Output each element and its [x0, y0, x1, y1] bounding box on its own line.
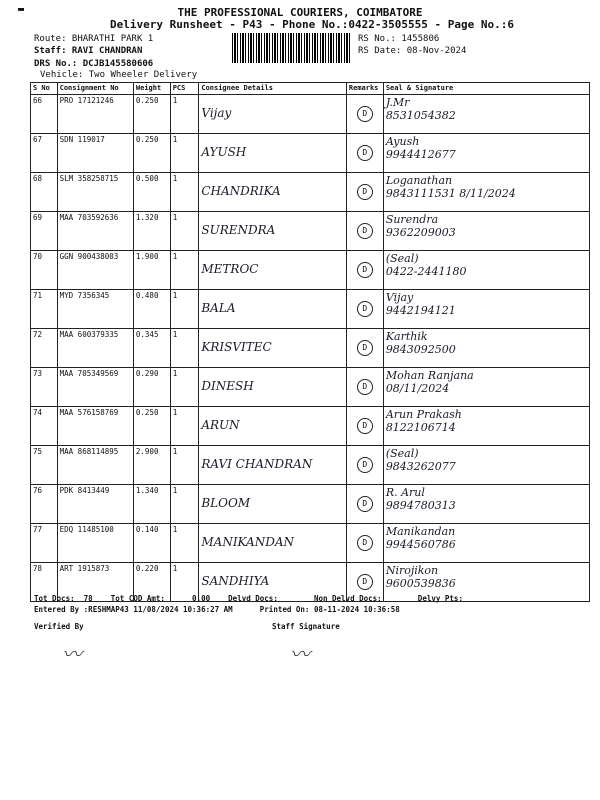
seal-phone: 9944560786 [385, 538, 456, 551]
seal-signature: J.Mr [385, 96, 410, 109]
totals-line: Tot Docs: 78 Tot COD Amt: 0.00 Delvd Docs: Non Delvd Docs: Delvy Pts: [34, 594, 463, 603]
col-weight: Weight [133, 83, 170, 95]
row-consignment: SLM 358258715 [57, 173, 133, 212]
row-pcs: 1 [170, 290, 199, 329]
row-remarks [346, 485, 383, 524]
row-seal [383, 446, 589, 485]
seal-phone: 9362209003 [385, 226, 456, 239]
row-pcs: 1 [170, 485, 199, 524]
row-pcs: 1 [170, 563, 199, 602]
delivered-circle-mark: D [357, 301, 373, 317]
barcode [232, 33, 352, 63]
row-seal [383, 173, 589, 212]
row-consignee [199, 173, 347, 212]
row-weight: 1.900 [133, 251, 170, 290]
row-consignee [199, 368, 347, 407]
drs-label: DRS No.: DCJB145580606 [34, 59, 154, 69]
row-consignment: MAA 868114895 [57, 446, 133, 485]
row-remarks [346, 290, 383, 329]
consignee-handwriting: MANIKANDAN [201, 535, 294, 549]
seal-phone: 9843262077 [385, 460, 456, 473]
row-seal [383, 212, 589, 251]
table-row [31, 290, 590, 329]
rs-date: RS Date: 08-Nov-2024 [358, 46, 467, 56]
col-sno: S No [31, 83, 58, 95]
row-weight: 0.345 [133, 329, 170, 368]
seal-signature: R. Arul [385, 486, 425, 499]
row-seal [383, 368, 589, 407]
table-row [31, 446, 590, 485]
row-seal [383, 329, 589, 368]
row-seal [383, 134, 589, 173]
row-consignment: MYD 7356345 [57, 290, 133, 329]
row-consignment: SDN 119017 [57, 134, 133, 173]
row-seal [383, 95, 589, 134]
delivered-circle-mark: D [357, 262, 373, 278]
verifier-signature-mark: 〰 [62, 642, 82, 666]
row-consignee [199, 134, 347, 173]
seal-phone: 08/11/2024 [385, 382, 450, 395]
row-sno: 67 [31, 134, 58, 173]
delivered-circle-mark: D [357, 106, 373, 122]
row-sno: 77 [31, 524, 58, 563]
seal-phone: 9894780313 [385, 499, 456, 512]
row-pcs: 1 [170, 368, 199, 407]
row-seal [383, 290, 589, 329]
consignee-handwriting: BLOOM [201, 496, 251, 510]
row-consignee [199, 290, 347, 329]
row-pcs: 1 [170, 407, 199, 446]
seal-phone: 8122106714 [385, 421, 456, 434]
table-row [31, 485, 590, 524]
consignee-handwriting: KRISVITEC [201, 340, 272, 354]
seal-phone: 9843092500 [385, 343, 456, 356]
row-pcs: 1 [170, 251, 199, 290]
row-consignee [199, 95, 347, 134]
seal-signature: Mohan Ranjana [385, 369, 474, 382]
table-row [31, 212, 590, 251]
col-consignee: Consignee Details [199, 83, 347, 95]
row-sno: 73 [31, 368, 58, 407]
row-remarks [346, 524, 383, 563]
consignee-handwriting: SURENDRA [201, 223, 276, 237]
seal-signature: Nirojikon [385, 564, 439, 577]
seal-phone: 9600539836 [385, 577, 456, 590]
table-row [31, 95, 590, 134]
row-sno: 72 [31, 329, 58, 368]
row-sno: 74 [31, 407, 58, 446]
row-sno: 70 [31, 251, 58, 290]
rs-number: RS No.: 1455806 [358, 34, 440, 44]
staff-signature-label: Staff Signature [272, 622, 340, 631]
row-remarks [346, 407, 383, 446]
row-consignee [199, 251, 347, 290]
table-row [31, 524, 590, 563]
company-title: THE PROFESSIONAL COURIERS, COIMBATORE [177, 6, 423, 19]
seal-signature: Surendra [385, 213, 439, 226]
row-pcs: 1 [170, 134, 199, 173]
row-weight: 1.340 [133, 485, 170, 524]
seal-signature: (Seal) [385, 252, 419, 265]
row-pcs: 1 [170, 95, 199, 134]
delivery-table [30, 82, 590, 602]
row-seal [383, 251, 589, 290]
seal-phone: 0422-2441180 [385, 265, 467, 278]
row-consignment: PRO 17121246 [57, 95, 133, 134]
row-consignment: MAA 600379335 [57, 329, 133, 368]
row-pcs: 1 [170, 212, 199, 251]
table-row [31, 251, 590, 290]
row-consignee [199, 407, 347, 446]
delivered-circle-mark: D [357, 574, 373, 590]
row-pcs: 1 [170, 173, 199, 212]
row-consignee [199, 524, 347, 563]
consignee-handwriting: AYUSH [201, 145, 247, 159]
row-consignment: ART 1915873 [57, 563, 133, 602]
col-pcs: PCS [170, 83, 199, 95]
col-consignment: Consignment No [57, 83, 133, 95]
corner-mark: ▬ [18, 4, 25, 15]
row-pcs: 1 [170, 329, 199, 368]
seal-signature: Manikandan [385, 525, 456, 538]
row-weight: 0.220 [133, 563, 170, 602]
row-remarks [346, 329, 383, 368]
consignee-handwriting: RAVI CHANDRAN [201, 457, 313, 471]
row-weight: 0.250 [133, 407, 170, 446]
row-consignee [199, 485, 347, 524]
table-row [31, 134, 590, 173]
runsheet-subtitle: Delivery Runsheet - P43 - Phone No.:0422-3505555 - Page No.:6 [110, 18, 514, 31]
seal-signature: Arun Prakash [385, 408, 462, 421]
row-pcs: 1 [170, 446, 199, 485]
delivered-circle-mark: D [357, 340, 373, 356]
row-remarks [346, 212, 383, 251]
seal-signature: Loganathan [385, 174, 453, 187]
seal-phone: 9843111531 8/11/2024 [385, 187, 516, 200]
consignee-handwriting: METROC [201, 262, 259, 276]
delivered-circle-mark: D [357, 535, 373, 551]
consignee-handwriting: ARUN [201, 418, 240, 432]
seal-signature: Karthik [385, 330, 428, 343]
vehicle-label: Vehicle: Two Wheeler Delivery [40, 70, 198, 80]
row-sno: 71 [31, 290, 58, 329]
row-sno: 75 [31, 446, 58, 485]
seal-phone: 9442194121 [385, 304, 456, 317]
row-remarks [346, 251, 383, 290]
delivered-circle-mark: D [357, 145, 373, 161]
seal-signature: Ayush [385, 135, 420, 148]
seal-phone: 9944412677 [385, 148, 456, 161]
row-consignment: PDK 8413449 [57, 485, 133, 524]
table-row [31, 173, 590, 212]
row-weight: 0.250 [133, 134, 170, 173]
row-weight: 0.480 [133, 290, 170, 329]
row-remarks [346, 446, 383, 485]
row-consignee [199, 446, 347, 485]
row-sno: 66 [31, 95, 58, 134]
row-seal [383, 485, 589, 524]
table-row [31, 407, 590, 446]
row-weight: 2.900 [133, 446, 170, 485]
seal-signature: (Seal) [385, 447, 419, 460]
table-row [31, 368, 590, 407]
row-consignee [199, 212, 347, 251]
row-weight: 0.140 [133, 524, 170, 563]
row-pcs: 1 [170, 524, 199, 563]
row-remarks [346, 173, 383, 212]
delivered-circle-mark: D [357, 496, 373, 512]
row-remarks [346, 95, 383, 134]
row-consignment: MAA 703592636 [57, 212, 133, 251]
consignee-handwriting: Vijay [201, 106, 232, 120]
row-consignment: MAA 705349569 [57, 368, 133, 407]
row-weight: 1.320 [133, 212, 170, 251]
consignee-handwriting: CHANDRIKA [201, 184, 281, 198]
row-sno: 69 [31, 212, 58, 251]
row-weight: 0.500 [133, 173, 170, 212]
staff-label: Staff: RAVI CHANDRAN [34, 46, 143, 56]
route-label: Route: BHARATHI PARK 1 [34, 34, 154, 44]
delivered-circle-mark: D [357, 379, 373, 395]
entered-line: Entered By :RESHMAP43 11/08/2024 10:36:27 AM Printed On: 08-11-2024 10:36:58 [34, 605, 400, 614]
consignee-handwriting: SANDHIYA [201, 574, 270, 588]
row-consignment: MAA 576158769 [57, 407, 133, 446]
staff-signature-mark: 〰 [290, 642, 310, 666]
row-weight: 0.250 [133, 95, 170, 134]
delivered-circle-mark: D [357, 184, 373, 200]
row-consignment: GGN 900438003 [57, 251, 133, 290]
delivered-circle-mark: D [357, 418, 373, 434]
col-remarks: Remarks [346, 83, 383, 95]
consignee-handwriting: DINESH [201, 379, 254, 393]
seal-signature: Vijay [385, 291, 414, 304]
row-consignee [199, 329, 347, 368]
delivered-circle-mark: D [357, 457, 373, 473]
delivered-circle-mark: D [357, 223, 373, 239]
row-seal [383, 524, 589, 563]
col-seal: Seal & Signature [383, 83, 589, 95]
row-remarks [346, 134, 383, 173]
row-remarks [346, 368, 383, 407]
table-row [31, 329, 590, 368]
row-sno: 76 [31, 485, 58, 524]
row-sno: 68 [31, 173, 58, 212]
row-weight: 0.290 [133, 368, 170, 407]
verified-label: Verified By [34, 622, 84, 631]
consignee-handwriting: BALA [201, 301, 236, 315]
row-consignment: EDQ 11485100 [57, 524, 133, 563]
table-header-row [31, 83, 590, 95]
row-sno: 78 [31, 563, 58, 602]
seal-phone: 8531054382 [385, 109, 456, 122]
row-seal [383, 407, 589, 446]
